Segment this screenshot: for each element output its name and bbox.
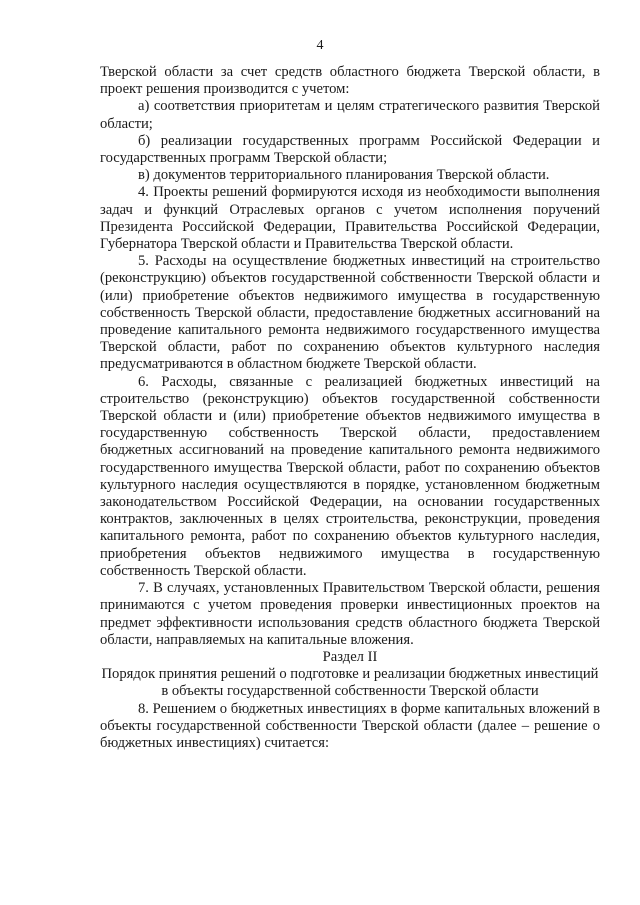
paragraph-item-b: б) реализации государственных программ Российской Федерации и государственных программ Тверской области; (100, 132, 600, 167)
paragraph-item-a: а) соответствия приоритетам и целям стратегического развития Тверской области; (100, 98, 600, 132)
paragraph-8: 8. Решением о бюджетных инвестициях в форме капитальных вложений в объекты государственной собственности Тверской области (далее – решение о бюджетных инвестициях) считается: (100, 700, 600, 751)
section-title: Порядок принятия решений о подготовке и реализации бюджетных инвестиций в объекты государственной собственности Тверской области (101, 666, 599, 700)
document-body (100, 64, 600, 752)
section-heading: Раздел II (322, 648, 378, 665)
paragraph-item-v: в) документов территориального планирования Тверской области. (138, 167, 550, 184)
paragraph-6: 6. Расходы, связанные с реализацией бюджетных инвестиций на строительство (реконструкцию) объектов государственной собственности Тверской области и (или) приобретение объектов недвижимого имущества в государственную собственность Тверской области, предоставлением бюджетных ассигнований на проведение капитального ремонта недвижимого государственного имущества Тверской области, работ по сохранению объектов культурного наследия осуществляются в порядке, установленном бюджетным законодательством Российской Федерации, на основании государственных контрактов, заключенных в целях строительства, реконструкции, проведения капитального ремонта, работ по сохранению объектов культурного наследия, приобретения объектов недвижимого имущества в государственную собственность Тверской области. (100, 373, 600, 579)
paragraph-4: 4. Проекты решений формируются исходя из необходимости выполнения задач и функций Отраслевых органов с учетом исполнения поручений Президента Российской Федерации, Правительства Российской Федерации, Губернатора Тверской области и Правительства Тверской области. (100, 184, 600, 253)
page-number: 4 (316, 38, 324, 53)
paragraph-7: 7. В случаях, установленных Правительством Тверской области, решения принимаются с учетом проведения проверки инвестиционных проектов на предмет эффективности использования средств областного бюджета Тверской области, направляемых на капитальные вложения. (100, 580, 600, 648)
paragraph-intro: Тверской области за счет средств областного бюджета Тверской области, в проект решения производится с учетом: (100, 64, 600, 98)
paragraph-5: 5. Расходы на осуществление бюджетных инвестиций на строительство (реконструкцию) объектов государственной собственности Тверской области и (или) приобретение объектов недвижимого имущества в государственную собственность Тверской области, предоставление бюджетных ассигнований на проведение капитального ремонта недвижимого государственного имущества Тверской области, работ по сохранению объектов культурного наследия предусматриваются в областном бюджете Тверской области. (100, 253, 600, 373)
